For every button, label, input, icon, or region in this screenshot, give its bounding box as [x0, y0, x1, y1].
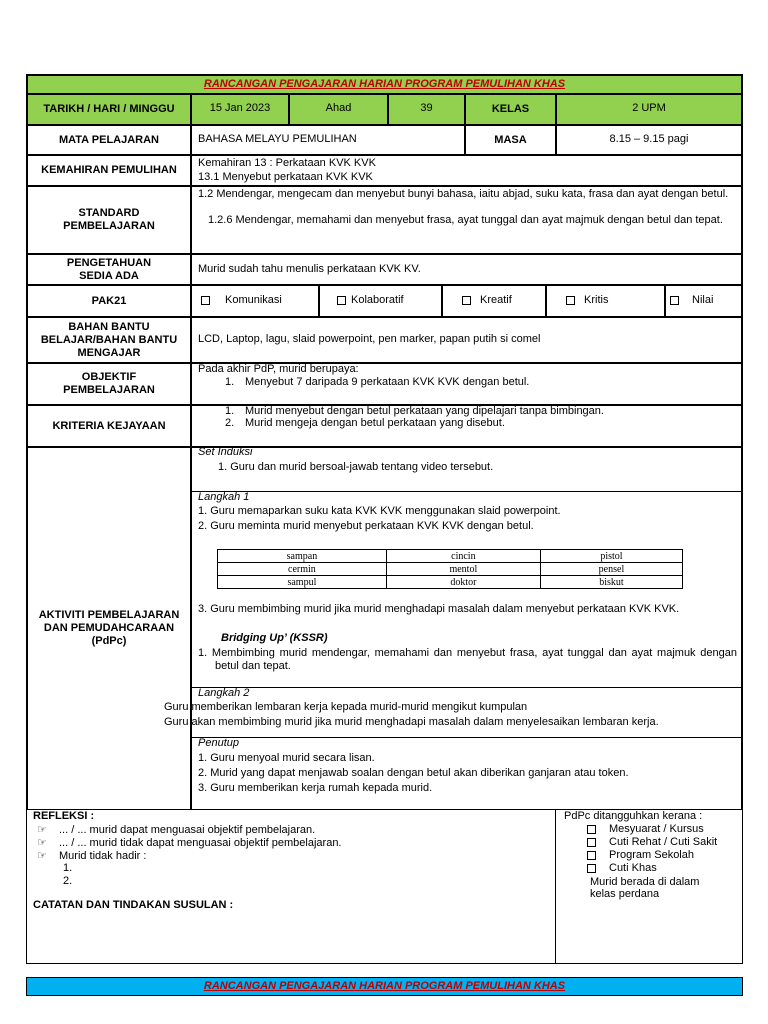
- pointing-hand-icon: ☞: [37, 850, 47, 862]
- absent-line-2: 2.: [63, 875, 73, 887]
- checkbox-icon: [462, 296, 471, 305]
- subject-label: MATA PELAJARAN: [27, 125, 191, 155]
- word-row: [218, 563, 683, 576]
- checkbox-icon: [201, 296, 210, 305]
- kelas-label: KELAS: [465, 94, 556, 125]
- postponed-option-special-leave[interactable]: Cuti Khas: [587, 862, 657, 874]
- word-table: [217, 549, 683, 589]
- kelas-value: 2 UPM: [632, 102, 666, 114]
- footer-title-bar: [26, 977, 743, 996]
- word-cell: mentol: [386, 563, 540, 576]
- catatan-label: CATATAN DAN TINDAKAN SUSULAN :: [33, 899, 234, 911]
- langkah-1-title: Langkah 1: [198, 491, 250, 503]
- langkah-2-section: [191, 688, 742, 738]
- checkbox-icon: [587, 864, 596, 873]
- objective-label: OBJEKTIF PEMBELAJARAN: [27, 363, 191, 405]
- set-induksi-item: 1. Guru dan murid bersoal-jawab tentang video tersebut.: [218, 461, 494, 473]
- standard-line-2: 1.2.6 Mendengar, memahami dan menyebut frasa, ayat tunggal dan ayat majmuk dengan betul dan tepat.: [208, 214, 723, 226]
- checkbox-icon: [587, 851, 596, 860]
- postponed-option-leave[interactable]: Cuti Rehat / Cuti Sakit: [587, 836, 717, 848]
- set-induksi-title: Set Induksi: [198, 446, 253, 458]
- pointing-hand-icon: ☞: [37, 837, 47, 849]
- langkah-2-item-1: Guru memberikan lembaran kerja kepada murid-murid mengikut kumpulan: [164, 701, 528, 713]
- pak21-option-kolaboratif[interactable]: Kolaboratif: [337, 294, 404, 306]
- checkbox-icon: [566, 296, 575, 305]
- word-cell: doktor: [386, 576, 540, 589]
- word-cell: sampul: [218, 576, 387, 589]
- date-value: 15 Jan 2023: [209, 102, 271, 114]
- word-cell: cincin: [386, 550, 540, 563]
- bridging-title: Bridging Up’ (KSSR): [221, 632, 328, 644]
- skill-line-1: Kemahiran 13 : Perkataan KVK KVK: [198, 157, 376, 169]
- langkah-2-item-2: Guru akan membimbing murid jika murid menghadapi masalah dalam menyelesaikan lembaran kerja.: [164, 716, 659, 728]
- word-cell: sampan: [218, 550, 387, 563]
- word-row: [218, 576, 683, 589]
- refleksi-label: REFLEKSI :: [33, 810, 95, 822]
- word-cell: biskut: [540, 576, 682, 589]
- penutup-item-2: 2. Murid yang dapat menjawab soalan dengan betul akan diberikan ganjaran atau token.: [198, 767, 629, 779]
- skill-line-2: 13.1 Menyebut perkataan KVK KVK: [198, 171, 373, 183]
- day-value: Ahad: [325, 102, 352, 114]
- standard-line-1: 1.2 Mendengar, mengecam dan menyebut bunyi bahasa, iaitu abjad, suku kata, frasa dan ayat dengan betul.: [198, 188, 729, 200]
- pak21-option-kreatif[interactable]: Kreatif: [462, 294, 512, 306]
- materials-value: LCD, Laptop, lagu, slaid powerpoint, pen marker, papan putih si comel: [198, 333, 541, 345]
- criteria-item-1-number: 1.: [225, 405, 235, 417]
- pak21-option-komunikasi[interactable]: Komunikasi: [201, 294, 282, 306]
- skill-label: KEMAHIRAN PEMULIHAN: [27, 155, 191, 186]
- postponed-option-meeting[interactable]: Mesyuarat / Kursus: [587, 823, 704, 835]
- plan-title-bar: [27, 75, 742, 94]
- lesson-plan-table: [26, 74, 743, 964]
- checkbox-icon: [337, 296, 346, 305]
- checkbox-icon: [587, 825, 596, 834]
- langkah-1-item-1: 1. Guru memaparkan suku kata KVK KVK menggunakan slaid powerpoint.: [198, 505, 561, 517]
- objective-intro: Pada akhir PdP, murid berupaya:: [198, 363, 359, 375]
- penutup-item-1: 1. Guru menyoal murid secara lisan.: [198, 752, 375, 764]
- word-row: [218, 550, 683, 563]
- pointing-hand-icon: ☞: [37, 824, 47, 836]
- postponed-label: PdPc ditangguhkan kerana :: [564, 810, 703, 822]
- langkah-1-item-2: 2. Guru meminta murid menyebut perkataan KVK KVK dengan betul.: [198, 520, 534, 532]
- postponed-note-1: Murid berada di dalam: [590, 876, 700, 888]
- criteria-item-1: Murid menyebut dengan betul perkataan yang dipelajari tanpa bimbingan.: [245, 405, 604, 417]
- word-cell: pistol: [540, 550, 682, 563]
- refleksi-item-2: ☞ ... / ... murid tidak dapat menguasai objektif pembelajaran.: [37, 837, 342, 849]
- date-label: TARIKH / HARI / MINGGU: [27, 94, 191, 125]
- activity-label: AKTIVITI PEMBELAJARAN DAN PEMUDAHCARAAN (PdPc): [27, 447, 191, 810]
- penutup-title: Penutup: [198, 737, 239, 749]
- checkbox-icon: [587, 838, 596, 847]
- absent-line-1: 1.: [63, 862, 73, 874]
- langkah-1-item-3: 3. Guru membimbing murid jika murid menghadapi masalah dalam menyebut perkataan KVK KVK.: [198, 603, 680, 615]
- week-value: 39: [420, 102, 433, 114]
- plan-title: RANCANGAN PENGAJARAN HARIAN PROGRAM PEMULIHAN KHAS: [203, 78, 566, 90]
- criteria-item-2-number: 2.: [225, 417, 235, 429]
- criteria-label: KRITERIA KEJAYAAN: [27, 405, 191, 447]
- postponed-option-program[interactable]: Program Sekolah: [587, 849, 694, 861]
- langkah-2-title: Langkah 2: [198, 687, 250, 699]
- objective-item: Menyebut 7 daripada 9 perkataan KVK KVK dengan betul.: [245, 376, 530, 388]
- postponed-note-2: kelas perdana: [590, 888, 660, 900]
- criteria-item-2: Murid mengeja dengan betul perkataan yang disebut.: [245, 417, 505, 429]
- word-cell: pensel: [540, 563, 682, 576]
- masa-value: 8.15 – 9.15 pagi: [609, 133, 689, 145]
- bridging-item: 1. Membimbing murid mendengar, memahami dan menyebut frasa, ayat tunggal dan ayat majmuk dengan betul dan tepat.: [198, 647, 737, 672]
- pak21-label: PAK21: [27, 285, 191, 317]
- objective-item-number: 1.: [225, 376, 235, 388]
- standard-label: STANDARD PEMBELAJARAN: [27, 186, 191, 254]
- refleksi-item-1: ☞ ... / ... murid dapat menguasai objektif pembelajaran.: [37, 824, 316, 836]
- prior-knowledge-value: Murid sudah tahu menulis perkataan KVK KV.: [198, 263, 421, 275]
- penutup-item-3: 3. Guru memberikan kerja rumah kepada murid.: [198, 782, 433, 794]
- footer-title: RANCANGAN PENGAJARAN HARIAN PROGRAM PEMULIHAN KHAS: [203, 980, 566, 992]
- subject-value: BAHASA MELAYU PEMULIHAN: [198, 133, 357, 145]
- materials-label: BAHAN BANTU BELAJAR/BAHAN BANTU MENGAJAR: [27, 317, 191, 363]
- refleksi-item-3: ☞ Murid tidak hadir :: [37, 850, 147, 862]
- checkbox-icon: [670, 296, 679, 305]
- pak21-option-kritis[interactable]: Kritis: [566, 294, 608, 306]
- pak21-option-nilai[interactable]: Nilai: [670, 294, 713, 306]
- prior-knowledge-label: PENGETAHUAN SEDIA ADA: [27, 254, 191, 285]
- word-cell: cermin: [218, 563, 387, 576]
- masa-label: MASA: [465, 125, 556, 155]
